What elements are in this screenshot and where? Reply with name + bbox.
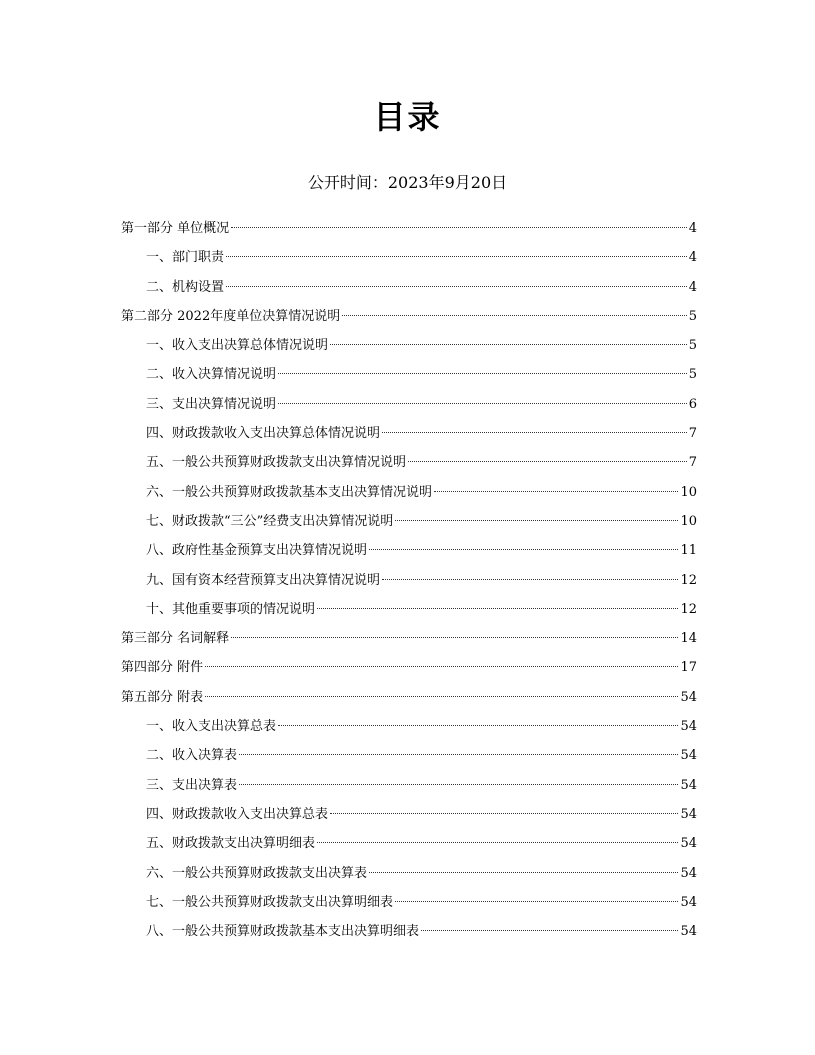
- dot-leader: [382, 432, 687, 433]
- toc-entry[interactable]: [121, 771, 697, 800]
- toc-entry[interactable]: [121, 829, 697, 858]
- toc-entry-page-number: 54: [680, 924, 697, 940]
- toc-entry-label: 七、一般公共预算财政拨款支出决算明细表: [146, 894, 394, 910]
- toc-entry[interactable]: [121, 302, 697, 331]
- dot-leader: [205, 696, 678, 697]
- dot-leader: [278, 403, 687, 404]
- toc-entry-label: 三、支出决算表: [146, 777, 238, 793]
- toc-entry-page-number: 5: [688, 308, 697, 324]
- dot-leader: [226, 256, 687, 257]
- toc-entry-label: 七、财政拨款“三公”经费支出决算情况说明: [146, 513, 394, 529]
- toc-entry[interactable]: [121, 712, 697, 741]
- toc-entry-page-number: 11: [680, 543, 697, 559]
- toc-entry-page-number: 10: [680, 513, 697, 529]
- toc-entry[interactable]: [121, 448, 697, 477]
- toc-entry-page-number: 54: [680, 836, 697, 852]
- toc-entry-label: 八、一般公共预算财政拨款基本支出决算明细表: [146, 924, 420, 940]
- toc-entry-label: 一、部门职责: [146, 250, 225, 266]
- dot-leader: [278, 373, 687, 374]
- toc-entry-label: 一、收入支出决算总体情况说明: [146, 338, 329, 354]
- dot-leader: [382, 579, 678, 580]
- toc-entry-page-number: 54: [680, 748, 697, 764]
- toc-entry[interactable]: [121, 273, 697, 302]
- toc-entry[interactable]: [121, 917, 697, 946]
- toc-entry-label: 第四部分 附件: [121, 660, 204, 676]
- toc-entry[interactable]: [121, 507, 697, 536]
- toc-entry-page-number: 54: [680, 894, 697, 910]
- dot-leader: [369, 549, 678, 550]
- toc-entry-label: 一、收入支出决算总表: [146, 719, 277, 735]
- dot-leader: [369, 872, 678, 873]
- toc-entry-page-number: 4: [688, 221, 697, 236]
- dot-leader: [395, 520, 678, 521]
- toc-entry-page-number: 54: [680, 777, 697, 793]
- toc-entry[interactable]: [121, 859, 697, 888]
- dot-leader: [330, 344, 687, 345]
- toc-entry[interactable]: [121, 741, 697, 770]
- toc-entry-page-number: 5: [688, 338, 697, 354]
- toc-entry[interactable]: [121, 360, 697, 389]
- dot-leader: [317, 842, 678, 843]
- toc-entry-label: 二、收入决算情况说明: [146, 367, 277, 383]
- dot-leader: [231, 227, 687, 228]
- dot-leader: [226, 286, 687, 287]
- toc-entry[interactable]: [121, 595, 697, 624]
- toc-entry-label: 三、支出决算情况说明: [146, 396, 277, 412]
- dot-leader: [278, 725, 678, 726]
- publish-date: 公开时间：2023年9月20日: [307, 173, 508, 192]
- toc-entry-page-number: 6: [688, 396, 697, 412]
- toc-entry[interactable]: [121, 214, 697, 243]
- toc-entry-page-number: 4: [688, 250, 697, 266]
- toc-entry[interactable]: [121, 390, 697, 419]
- toc-entry-page-number: 54: [680, 865, 697, 881]
- toc-entry-label: 八、政府性基金预算支出决算情况说明: [146, 543, 368, 559]
- toc-entry-page-number: 4: [688, 279, 697, 295]
- dot-leader: [317, 608, 678, 609]
- toc-entry-label: 六、一般公共预算财政拨款支出决算表: [146, 865, 368, 881]
- toc-entry[interactable]: [121, 566, 697, 595]
- toc-entry-page-number: 7: [688, 426, 697, 442]
- toc-entry-label: 四、财政拨款收入支出决算总体情况说明: [146, 426, 381, 442]
- page-title: 目录: [373, 98, 442, 136]
- toc-entry-label: 五、一般公共预算财政拨款支出决算情况说明: [146, 455, 407, 471]
- toc-entry-label: 第一部分 单位概况: [121, 221, 230, 236]
- dot-leader: [434, 491, 678, 492]
- dot-leader: [408, 461, 687, 462]
- toc-entry-page-number: 5: [688, 367, 697, 383]
- dot-leader: [395, 901, 678, 902]
- toc-entry[interactable]: [121, 888, 697, 917]
- toc-entry-page-number: 7: [688, 455, 697, 471]
- toc-entry[interactable]: [121, 683, 697, 712]
- toc-entry-label: 九、国有资本经营预算支出决算情况说明: [146, 572, 381, 588]
- toc-entry-page-number: 17: [680, 660, 697, 676]
- toc-entry-page-number: 12: [680, 572, 697, 588]
- toc-entry-page-number: 14: [680, 631, 697, 647]
- dot-leader: [330, 813, 678, 814]
- toc-entry[interactable]: [121, 800, 697, 829]
- toc-entry[interactable]: [121, 536, 697, 565]
- dot-leader: [239, 754, 678, 755]
- dot-leader: [421, 930, 678, 931]
- dot-leader: [231, 637, 678, 638]
- toc-entry-label: 五、财政拨款支出决算明细表: [146, 836, 316, 852]
- toc-entry[interactable]: [121, 478, 697, 507]
- dot-leader: [205, 666, 678, 667]
- table-of-contents: [121, 214, 697, 946]
- toc-entry-page-number: 10: [680, 484, 697, 500]
- toc-entry-label: 六、一般公共预算财政拨款基本支出决算情况说明: [146, 484, 433, 500]
- toc-entry-label: 第五部分 附表: [121, 689, 204, 705]
- dot-leader: [342, 315, 687, 316]
- toc-entry-label: 第二部分 2022年度单位决算情况说明: [121, 308, 341, 324]
- toc-entry-label: 四、财政拨款收入支出决算总表: [146, 806, 329, 822]
- toc-entry-page-number: 54: [680, 719, 697, 735]
- toc-entry-label: 二、收入决算表: [146, 748, 238, 764]
- toc-entry-page-number: 54: [680, 689, 697, 705]
- toc-entry-label: 二、机构设置: [146, 279, 225, 295]
- dot-leader: [239, 784, 678, 785]
- toc-entry-page-number: 54: [680, 806, 697, 822]
- toc-entry[interactable]: [121, 624, 697, 653]
- toc-entry[interactable]: [121, 653, 697, 682]
- toc-entry-label: 十、其他重要事项的情况说明: [146, 601, 316, 617]
- toc-entry[interactable]: [121, 331, 697, 360]
- toc-entry[interactable]: [121, 243, 697, 272]
- toc-entry-page-number: 12: [680, 601, 697, 617]
- toc-entry-label: 第三部分 名词解释: [121, 631, 230, 647]
- toc-entry[interactable]: [121, 419, 697, 448]
